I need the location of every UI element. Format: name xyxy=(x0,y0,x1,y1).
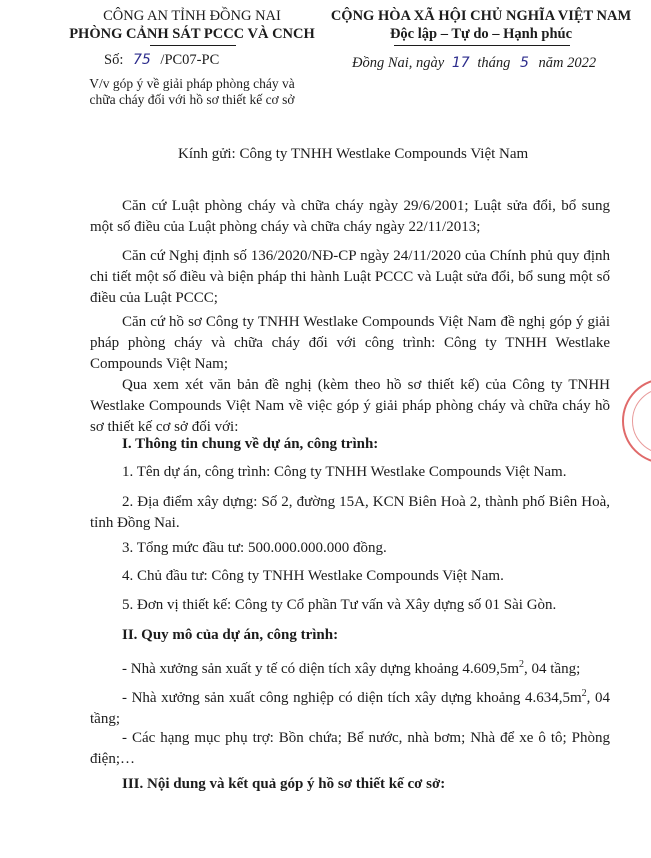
section-1-item-2: 2. Địa điểm xây dựng: Số 2, đường 15A, KCN Biên Hoà 2, thành phố Biên Hoà, tỉnh Đồng Nai. xyxy=(90,494,610,531)
paragraph-review: Qua xem xét văn bản đề nghị (kèm theo hồ sơ thiết kế) của Công ty TNHH Westlake Compounds Việt Nam về việc góp ý giải pháp phòng cháy và chữa cháy hồ sơ thiết kế cơ sở đối với: xyxy=(90,377,610,435)
document-date xyxy=(352,55,596,72)
paragraph-legal-basis-1: Căn cứ Luật phòng cháy và chữa cháy ngày 29/6/2001; Luật sửa đổi, bổ sung một số điều của Luật phòng cháy và chữa cháy ngày 22/11/2013; xyxy=(90,198,610,235)
paragraph-legal-basis-2: Căn cứ Nghị định số 136/2020/NĐ-CP ngày 24/11/2020 của Chính phủ quy định chi tiết một số điều và biện pháp thi hành Luật PCCC và Luật sửa đổi, bổ sung một số điều của Luật PCCC; xyxy=(90,248,610,306)
section-1-item-1: 1. Tên dự án, công trình: Công ty TNHH Westlake Compounds Việt Nam. xyxy=(122,464,567,480)
date-month: 5 xyxy=(519,55,529,71)
section-2-bullet-2 xyxy=(90,683,610,730)
header-right-rule xyxy=(394,45,570,46)
section-1-item-3: 3. Tổng mức đầu tư: 500.000.000.000 đồng. xyxy=(122,540,387,556)
bullet-1-tail: , 04 tầng; xyxy=(524,661,581,677)
date-year: năm 2022 xyxy=(538,55,597,71)
header-left-rule xyxy=(150,45,236,46)
date-prefix: Đồng Nai, ngày xyxy=(352,55,445,71)
section-2-bullet-1 xyxy=(122,654,580,680)
official-seal-inner-ring xyxy=(632,388,651,454)
section-2-heading: II. Quy mô của dự án, công trình: xyxy=(122,627,339,643)
header-agency: CÔNG AN TỈNH ĐỒNG NAI xyxy=(103,8,281,24)
section-1-item-5: 5. Đơn vị thiết kế: Công ty Cổ phần Tư vấn và Xây dựng số 01 Sài Gòn. xyxy=(122,597,557,613)
recipient-line: Kính gửi: Công ty TNHH Westlake Compounds Việt Nam xyxy=(178,146,529,162)
header-department: PHÒNG CẢNH SÁT PCCC VÀ CNCH xyxy=(69,26,315,42)
number-suffix: /PC07-PC xyxy=(160,52,220,68)
subject-line-1: V/v góp ý về giải pháp phòng cháy và xyxy=(89,76,295,91)
official-seal xyxy=(622,378,651,464)
section-3-heading: III. Nội dung và kết quả góp ý hồ sơ thiết kế cơ sở: xyxy=(122,776,446,792)
section-1-heading: I. Thông tin chung về dự án, công trình: xyxy=(122,436,379,452)
bullet-2-text: - Nhà xưởng sản xuất công nghiệp có diện tích xây dựng khoảng 4.634,5m xyxy=(122,690,582,706)
bullet-1-sup: 2 xyxy=(519,659,525,670)
header-motto: Độc lập – Tự do – Hạnh phúc xyxy=(389,26,573,42)
document-number xyxy=(104,52,219,69)
bullet-1-text: - Nhà xưởng sản xuất y tế có diện tích xây dựng khoảng 4.609,5m xyxy=(122,661,520,677)
bullet-2-sup: 2 xyxy=(581,688,587,699)
date-month-label: tháng xyxy=(477,55,511,71)
number-label: Số: xyxy=(104,52,124,68)
paragraph-legal-basis-3: Căn cứ hồ sơ Công ty TNHH Westlake Compounds Việt Nam đề nghị góp ý giải pháp phòng cháy và chữa cháy đối với công trình: Công ty TNHH Westlake Compounds Việt Nam; xyxy=(90,314,610,372)
number-value: 75 xyxy=(132,52,151,68)
section-1-item-4: 4. Chủ đầu tư: Công ty TNHH Westlake Compounds Việt Nam. xyxy=(122,568,504,584)
bullet-2-tail: , 04 tầng; xyxy=(90,690,610,727)
header-country: CỘNG HÒA XÃ HỘI CHỦ NGHĨA VIỆT NAM xyxy=(330,8,632,24)
subject-line-2: chữa cháy đối với hồ sơ thiết kế cơ sở xyxy=(89,92,295,107)
date-day: 17 xyxy=(451,55,470,71)
section-2-bullet-3: - Các hạng mục phụ trợ: Bồn chứa; Bể nước, nhà bơm; Nhà để xe ô tô; Phòng điện;… xyxy=(90,730,610,767)
